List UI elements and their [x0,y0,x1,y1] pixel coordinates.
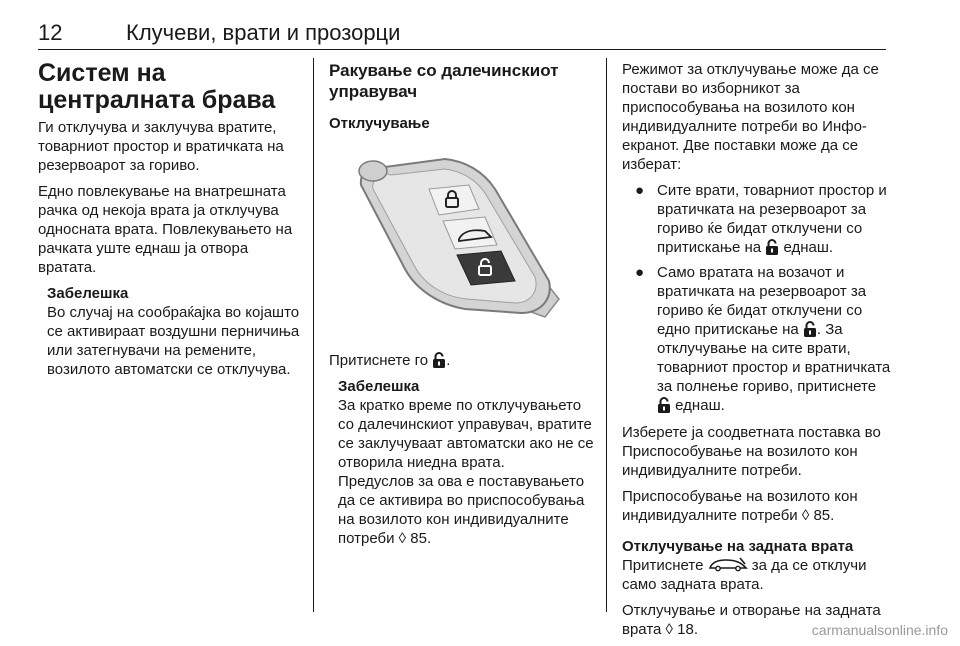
press-instruction: Притиснете го . [329,352,451,369]
reference-arrow-icon: ◊ [665,621,673,638]
bullet-text-end: еднаш. [783,239,834,256]
chapter-title: Клучеви, врати и прозорци [126,20,401,45]
subheading: Отклучување на задната врата [622,538,854,555]
remote-key-illustration [345,149,597,333]
column-2 [329,60,599,556]
bullet-text-mid: . За отклучување на сите врати, товарниот простор и вратничката за полнење гориво, притиснете [657,321,891,395]
press-text: Притиснете [622,557,704,574]
bullet-text: Сите врати, товарниот простор и вратичката на резервоарот за гориво ќе бидат отклучени со притискање на [657,182,887,256]
header-rule [38,49,886,50]
page-reference[interactable]: 85. [813,507,835,524]
bullet-dot: ● [635,264,645,281]
note [338,377,599,548]
unlock-icon [657,397,671,413]
tailgate-instruction [622,556,892,594]
press-text-end: за да се отклучи само задната врата. [622,557,867,593]
bullet-item [622,181,892,257]
subheading: Отклучување [329,115,430,132]
page-header [38,12,886,46]
bullet-dot: ● [635,182,645,199]
column-3 [622,60,892,646]
section-title: Систем на централната брава [38,59,276,114]
bullet-list [622,181,892,415]
paragraph: Едно повлекување на внатрешната рачка од некоја врата ја отклучува односната врата. Повлекувањето на рачката уште еднаш ја отвора вратата. [38,183,293,276]
note-text: Во случај на сообраќајка во којашто се активираат воздушни перничиња или затегнувачи на ремените, возилото автоматски се отклучува. [47,304,300,378]
reference-arrow-icon: ◊ [398,530,407,547]
unlock-icon [803,321,817,337]
column-divider-2 [606,58,607,612]
page-reference[interactable]: 85. [410,530,432,547]
unlock-icon [765,239,779,255]
page-reference[interactable]: 18. [677,621,698,638]
reference-arrow-icon: ◊ [801,507,810,524]
note-text: За кратко време по отклучувањето со далечинскиот управувач, вратите се заклучуваат автоматски ако не се отворила ниедна врата. [338,397,594,471]
note-text-2 [338,472,599,548]
paragraph-text: Приспособување на возилото кон индивидуалните потреби [622,488,858,524]
note-title: Забелешка [338,378,420,395]
paragraph: Ги отклучува и заклучува вратите, товарниот простор и вратичката на резервоарот за гориво. [38,119,284,174]
column-1 [38,60,304,387]
paragraph: Режимот за отклучување може да се постави во изборникот за приспособувања на возилото кон индивидуалните потреби во Инфо-екранот. Две поставки може да се изберат: [622,61,879,173]
paragraph-text: Отклучување и отворање на задната врата [622,602,881,638]
note [47,284,304,379]
paragraph-with-reference [622,487,892,525]
note-title: Забелешка [47,285,129,302]
bullet-item [622,263,892,415]
note-text-2-body: Предуслов за ова е поставувањето да се активира во приспособувања на возилото кон индивидуалните потреби [338,473,585,547]
bullet-text: Само вратата на возачот и вратичката на резервоарот за гориво ќе бидат отклучени со едно притискање на [657,264,867,338]
tailgate-car-icon [708,556,748,572]
press-text: Притиснете го [329,352,429,369]
page-number: 12 [38,20,63,45]
column-divider-1 [313,58,314,612]
paragraph: Изберете ја соодветната поставка во Приспособување на возилото кон индивидуалните потреби. [622,424,881,479]
section-heading: Ракување со далечинскиот управувач [329,61,559,101]
unlock-icon [432,352,446,368]
watermark: carmanualsonline.info [811,622,948,638]
bullet-text-end: еднаш. [675,397,725,414]
